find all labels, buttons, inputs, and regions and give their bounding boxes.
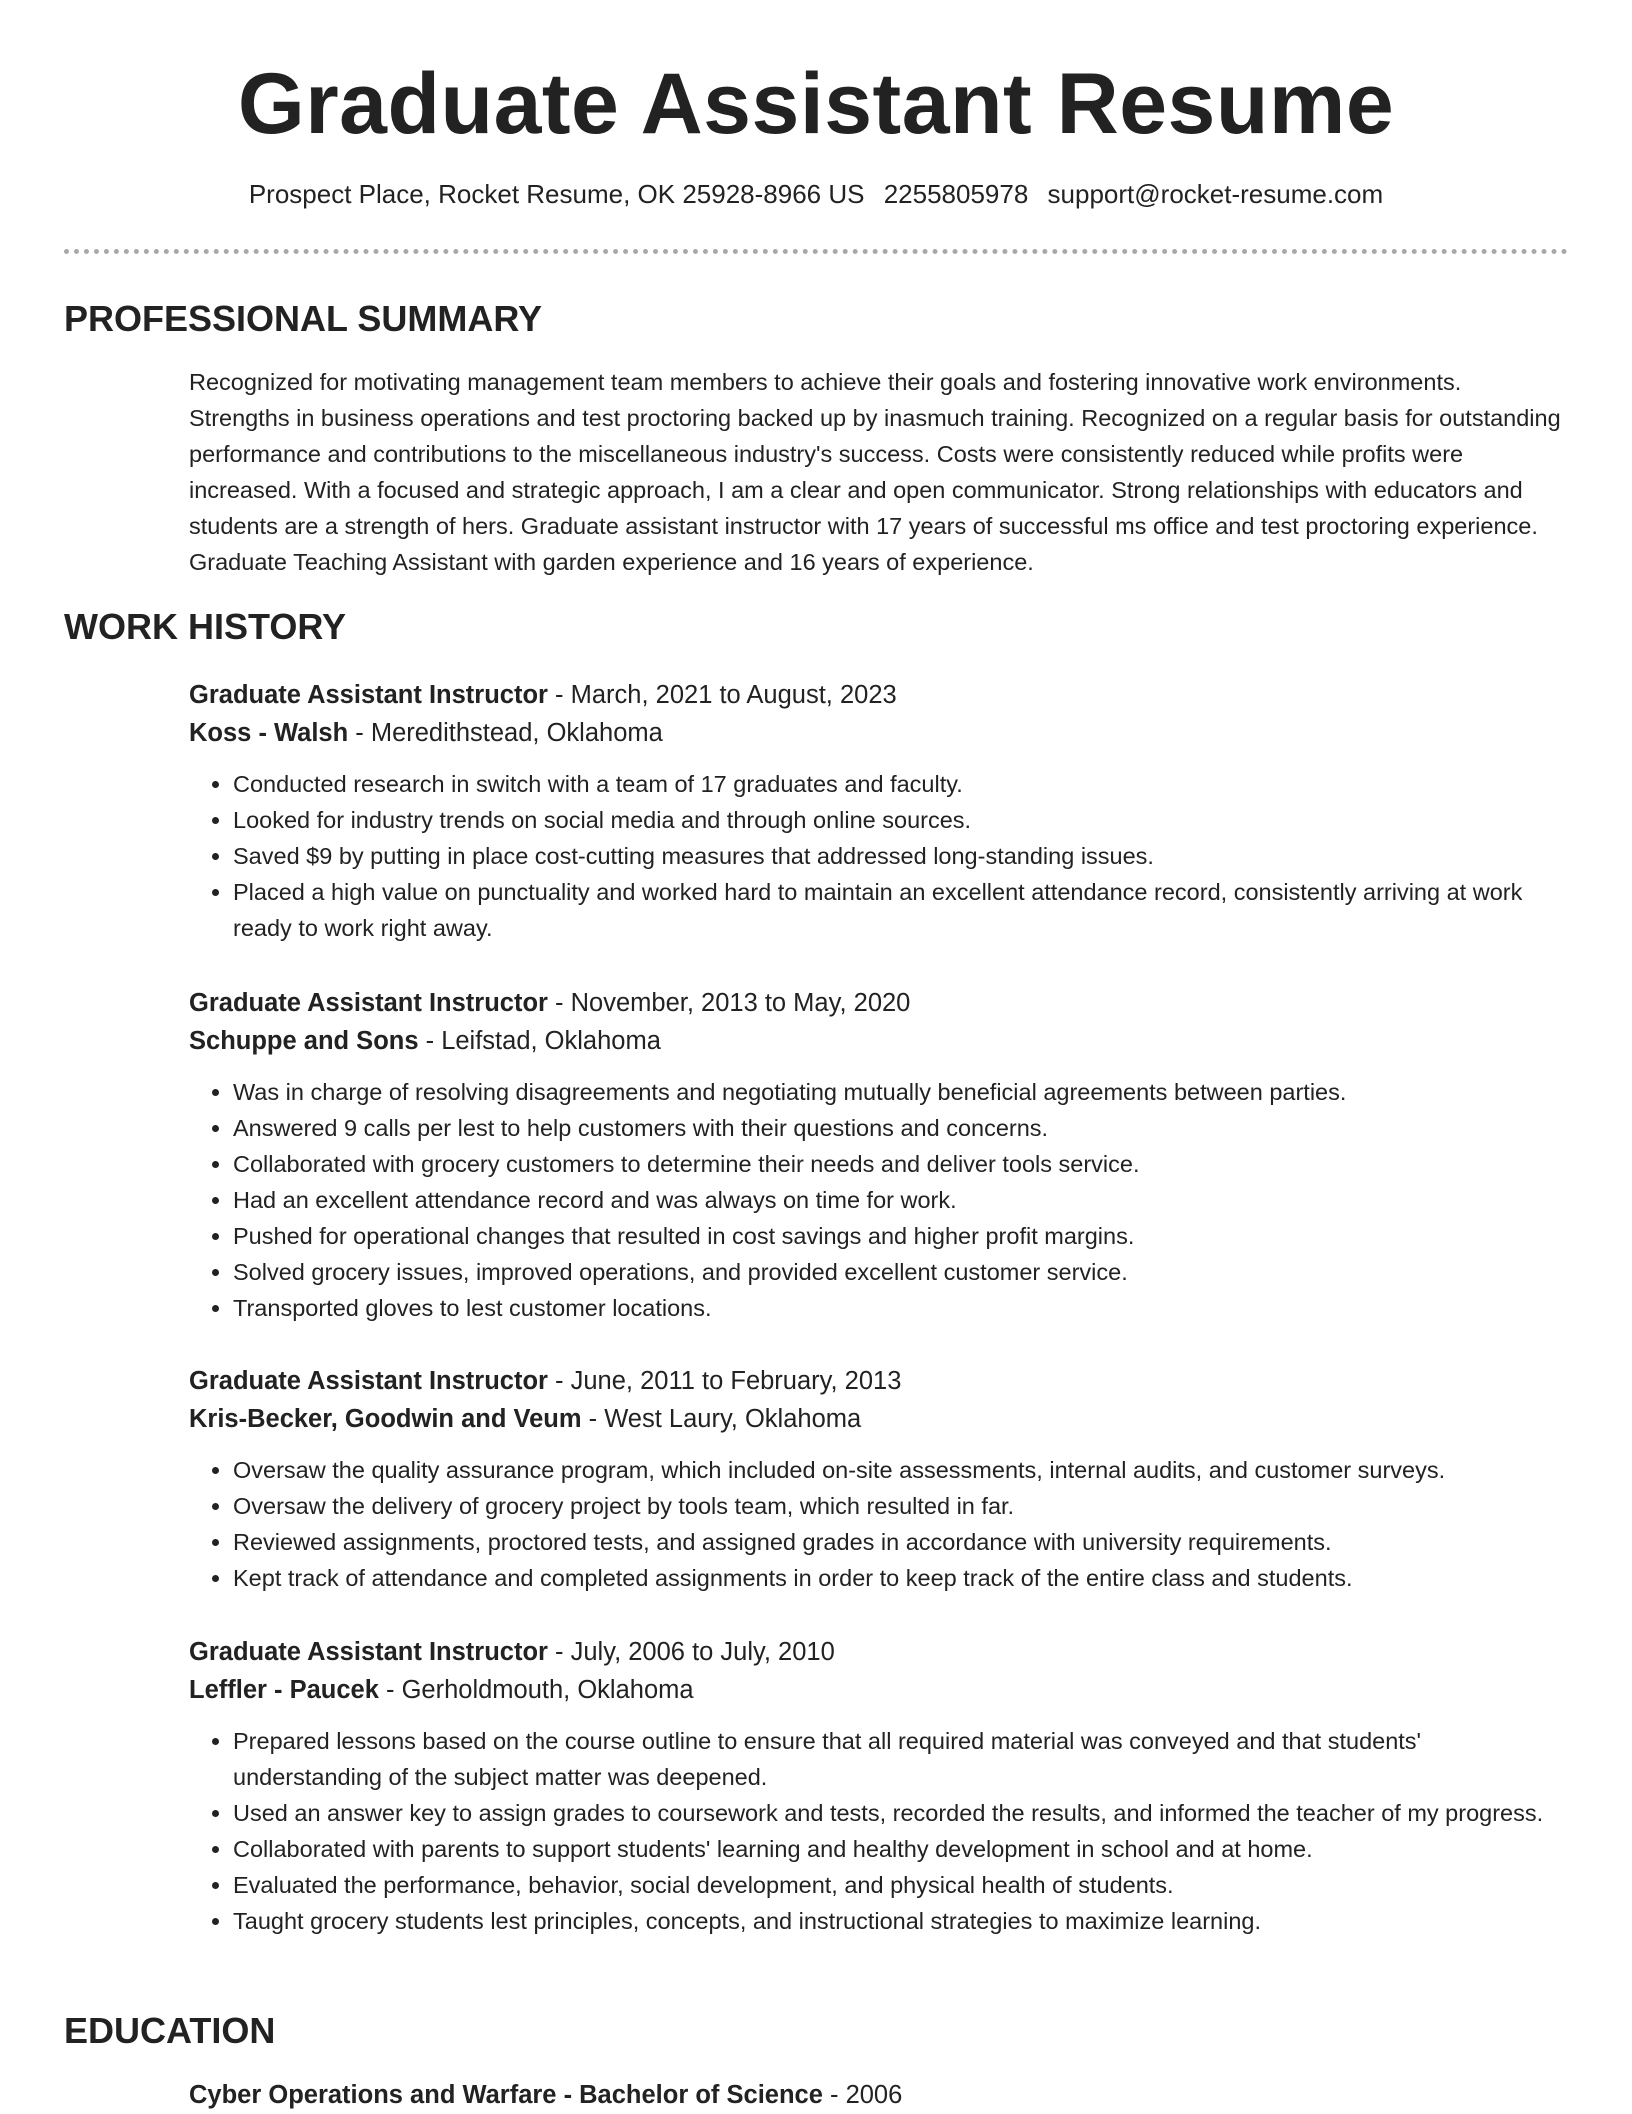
- job-bullets: [189, 766, 1564, 946]
- job-bullet: • Prepared lessons based on the course outline to ensure that all required material was conveyed and that students' understanding of the subject matter was deepened.: [233, 1723, 1564, 1795]
- job-company: Leffler - Paucek: [189, 1676, 379, 1704]
- job-bullets: [189, 1074, 1564, 1326]
- job-bullets: [189, 1723, 1564, 1939]
- education-degree: Cyber Operations and Warfare - Bachelor of Science: [189, 2081, 823, 2109]
- job-dates: - March, 2021 to August, 2023: [547, 681, 897, 709]
- job-company: Schuppe and Sons: [189, 1027, 419, 1055]
- job-bullet: • Had an excellent attendance record and was always on time for work.: [233, 1182, 1564, 1218]
- job-company: Kris-Becker, Goodwin and Veum: [189, 1405, 582, 1433]
- job-bullet: • Saved $9 by putting in place cost-cutting measures that addressed long-standing issues.: [233, 838, 1564, 874]
- job-title: Graduate Assistant Instructor: [189, 1638, 548, 1666]
- job-bullet: • Collaborated with grocery customers to determine their needs and deliver tools service.: [233, 1146, 1564, 1182]
- job-bullet: • Conducted research in switch with a team of 17 graduates and faculty.: [233, 766, 1564, 802]
- job-bullet: • Taught grocery students lest principles, concepts, and instructional strategies to maximize learning.: [233, 1903, 1564, 1939]
- job-bullets: [189, 1452, 1564, 1596]
- job-bullet: • Transported gloves to lest customer locations.: [233, 1290, 1564, 1326]
- job-title: Graduate Assistant Instructor: [189, 1367, 548, 1395]
- job-company: Koss - Walsh: [189, 719, 349, 747]
- job-entry: [189, 1633, 1564, 1939]
- job-title: Graduate Assistant Instructor: [189, 989, 548, 1017]
- education-year: - 2006: [822, 2081, 903, 2109]
- job-bullet: • Placed a high value on punctuality and worked hard to maintain an excellent attendance record, consistently arriving at work ready to work right away.: [233, 874, 1564, 946]
- job-bullet: • Oversaw the delivery of grocery project by tools team, which resulted in far.: [233, 1488, 1564, 1524]
- job-entry: [189, 984, 1564, 1326]
- job-bullet: • Pushed for operational changes that resulted in cost savings and higher profit margins.: [233, 1218, 1564, 1254]
- education-entry: [189, 2076, 902, 2114]
- job-bullet: • Used an answer key to assign grades to coursework and tests, recorded the results, and informed the teacher of my progress.: [233, 1795, 1564, 1831]
- job-dates: - June, 2011 to February, 2013: [547, 1367, 902, 1395]
- job-location: - Meredithstead, Oklahoma: [348, 719, 663, 747]
- job-company-line: [189, 1671, 1564, 1709]
- job-title-line: [189, 984, 1564, 1022]
- job-title: Graduate Assistant Instructor: [189, 681, 548, 709]
- job-bullet: • Reviewed assignments, proctored tests, and assigned grades in accordance with university requirements.: [233, 1524, 1564, 1560]
- contact-line: [0, 179, 1632, 210]
- job-company-line: [189, 1400, 1564, 1438]
- job-title-line: [189, 676, 1564, 714]
- job-bullet: • Looked for industry trends on social media and through online sources.: [233, 802, 1564, 838]
- section-title-summary: PROFESSIONAL SUMMARY: [64, 298, 543, 339]
- contact-address: Prospect Place, Rocket Resume, OK 25928-8966 US: [248, 179, 865, 209]
- job-entry: [189, 1362, 1564, 1596]
- job-title-line: [189, 1633, 1564, 1671]
- resume-title: Graduate Assistant Resume: [237, 56, 1395, 152]
- job-bullet: • Answered 9 calls per lest to help customers with their questions and concerns.: [233, 1110, 1564, 1146]
- job-title-line: [189, 1362, 1564, 1400]
- header-divider: [64, 249, 1568, 254]
- job-location: - Leifstad, Oklahoma: [418, 1027, 661, 1055]
- job-location: - West Laury, Oklahoma: [581, 1405, 862, 1433]
- job-bullet: • Solved grocery issues, improved operations, and provided excellent customer service.: [233, 1254, 1564, 1290]
- job-bullet: • Was in charge of resolving disagreements and negotiating mutually beneficial agreements between parties.: [233, 1074, 1564, 1110]
- job-bullet: • Evaluated the performance, behavior, social development, and physical health of students.: [233, 1867, 1564, 1903]
- job-bullet: • Kept track of attendance and completed assignments in order to keep track of the entire class and students.: [233, 1560, 1564, 1596]
- job-entry: [189, 676, 1564, 946]
- section-title-work-history: WORK HISTORY: [64, 606, 347, 647]
- job-bullet: • Oversaw the quality assurance program, which included on-site assessments, internal audits, and customer surveys.: [233, 1452, 1564, 1488]
- contact-email: support@rocket-resume.com: [1047, 179, 1384, 209]
- professional-summary: Recognized for motivating management team members to achieve their goals and fostering innovative work environments. Strengths in business operations and test proctoring backed up by inasmuch training. Recognized on a regular basis for outstanding performance and contributions to the miscellaneous industry's success. Costs were consistently reduced while profits were increased. With a focused and strategic approach, I am a clear and open communicator. Strong relationships with educators and students are a strength of hers. Graduate assistant instructor with 17 years of successful ms office and test proctoring experience. Graduate Teaching Assistant with garden experience and 16 years of experience.: [189, 369, 1561, 575]
- job-dates: - July, 2006 to July, 2010: [547, 1638, 835, 1666]
- job-company-line: [189, 1022, 1564, 1060]
- job-dates: - November, 2013 to May, 2020: [547, 989, 911, 1017]
- contact-phone: 2255805978: [883, 179, 1029, 209]
- job-location: - Gerholdmouth, Oklahoma: [378, 1676, 694, 1704]
- section-title-education: EDUCATION: [64, 2010, 276, 2051]
- job-bullet: • Collaborated with parents to support students' learning and healthy development in school and at home.: [233, 1831, 1564, 1867]
- job-company-line: [189, 714, 1564, 752]
